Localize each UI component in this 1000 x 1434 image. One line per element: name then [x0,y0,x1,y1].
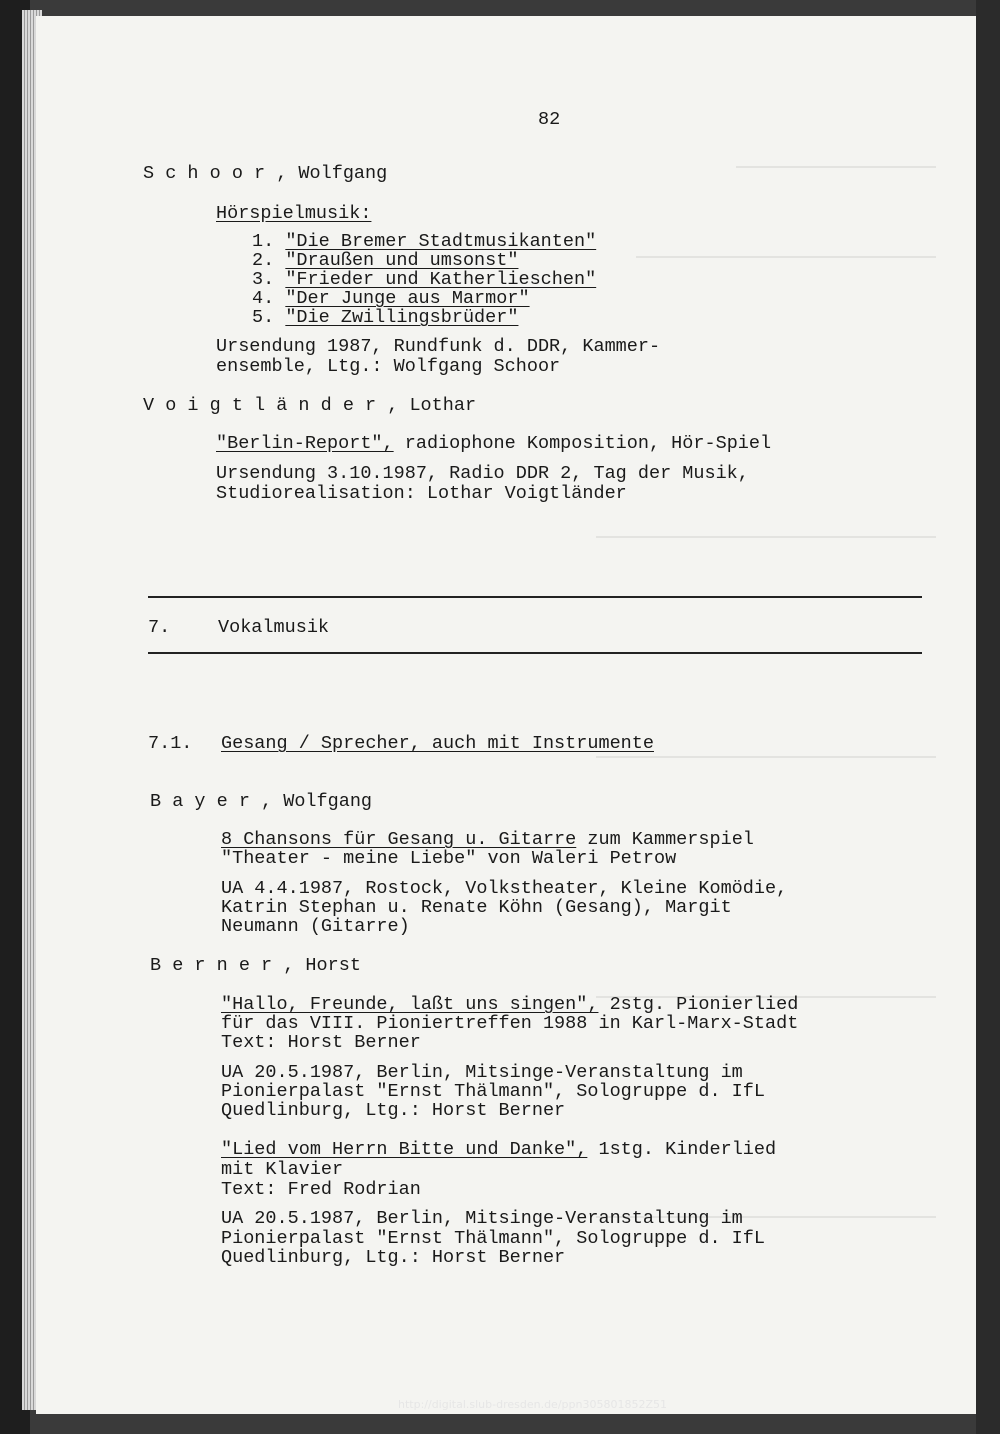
work-title: "Berlin-Report", radiophone Komposition, Hör-Spiel [216,433,772,454]
page-number: 82 [538,109,561,130]
premiere-info: UA 20.5.1987, Berlin, Mitsinge-Veranstaltung im [221,1062,743,1083]
premiere-info: Quedlinburg, Ltg.: Horst Berner [221,1247,566,1268]
composer-name-schoor: S c h o o r , Wolfgang [143,163,388,184]
section-number: 7. [148,617,171,638]
list-item: 4. "Der Junge aus Marmor" [252,288,530,309]
work-detail: Text: Horst Berner [221,1032,421,1053]
work-title: 8 Chansons für Gesang u. Gitarre zum Kammerspiel [221,829,754,850]
composer-name-berner: B e r n e r , Horst [150,955,361,976]
list-item: 1. "Die Bremer Stadtmusikanten" [252,231,597,252]
work-title: "Lied vom Herrn Bitte und Danke", 1stg. Kinderlied [221,1139,777,1160]
composer-name-bayer: B a y e r , Wolfgang [150,791,373,812]
source-url: http://digital.slub-dresden.de/ppn305801852Z51 [398,1398,667,1411]
composer-name-voigtlaender: V o i g t l ä n d e r , Lothar [143,395,477,416]
premiere-info: Pionierpalast "Ernst Thälmann", Sologruppe d. IfL [221,1081,765,1102]
section-title: Vokalmusik [218,617,330,638]
premiere-info: UA 20.5.1987, Berlin, Mitsinge-Veranstaltung im [221,1208,743,1229]
work-detail: Text: Fred Rodrian [221,1179,421,1200]
list-item: 5. "Die Zwillingsbrüder" [252,307,519,328]
premiere-info: Quedlinburg, Ltg.: Horst Berner [221,1100,566,1121]
list-item: 2. "Draußen und umsonst" [252,250,519,271]
subsection-number: 7.1. [148,733,193,754]
premiere-info: Katrin Stephan u. Renate Köhn (Gesang), Margit [221,897,732,918]
document-page [36,16,976,1414]
work-detail: mit Klavier [221,1159,344,1180]
premiere-info: Neumann (Gitarre) [221,916,410,937]
broadcast-info: Ursendung 1987, Rundfunk d. DDR, Kammer- [216,336,661,357]
broadcast-info: Studiorealisation: Lothar Voigtländer [216,483,627,504]
work-title: "Hallo, Freunde, laßt uns singen", 2stg. Pionierlied [221,994,799,1015]
scan-border [976,0,1000,1434]
genre-heading: Hörspielmusik: [216,203,372,224]
broadcast-info: ensemble, Ltg.: Wolfgang Schoor [216,356,561,377]
work-detail: für das VIII. Pioniertreffen 1988 in Karl-Marx-Stadt [221,1013,799,1034]
broadcast-info: Ursendung 3.10.1987, Radio DDR 2, Tag der Musik, [216,463,749,484]
list-item: 3. "Frieder und Katherlieschen" [252,269,597,290]
work-detail: "Theater - meine Liebe" von Waleri Petrow [221,848,677,869]
section-rule-bottom [148,652,922,654]
premiere-info: UA 4.4.1987, Rostock, Volkstheater, Kleine Komödie, [221,878,788,899]
subsection-title: Gesang / Sprecher, auch mit Instrumente [221,733,654,754]
section-rule-top [148,596,922,598]
premiere-info: Pionierpalast "Ernst Thälmann", Sologruppe d. IfL [221,1228,765,1249]
